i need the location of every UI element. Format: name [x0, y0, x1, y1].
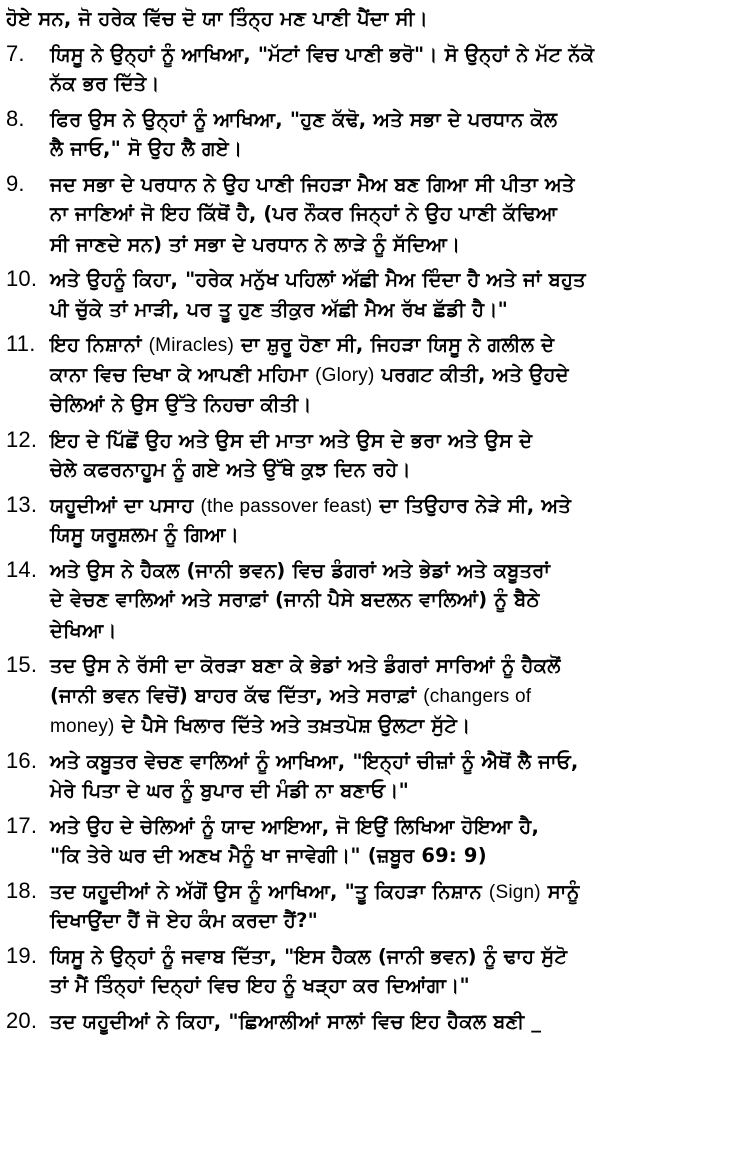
verse-number: 20.: [6, 1007, 38, 1033]
verse-line: [6, 199, 744, 230]
verse-text: ਤਦ ਯਹੂਦੀਆਂ ਨੇ ਕਿਹਾ, "ਛਿਆਲੀਆਂ ਸਾਲਾਂ ਵਿਚ ਇਹ ਹੈਕਲ ਬਣੀ _: [50, 1009, 542, 1033]
verse-text: ਮੇਰੇ ਪਿਤਾ ਦੇ ਘਰ ਨੂੰ ਬੁਪਾਰ ਦੀ ਮੰਡੀ ਨਾ ਬਣਾਓ।": [50, 779, 409, 802]
verse-text: ਸਾਨੂੰ: [540, 879, 580, 903]
verse: [6, 4, 744, 35]
verse: [6, 329, 744, 421]
verse-number: 8.: [6, 105, 25, 131]
verse-number: 15.: [6, 652, 38, 677]
verse-text: ਤਦ ਉਸ ਨੇ ਰੱਸੀ ਦਾ ਕੋਰੜਾ ਬਣਾ ਕੇ ਭੇਡਾਂ ਅਤੇ ਡੰਗਰਾਂ ਸਾਰਿਆਂ ਨੂੰ ਹੈਕਲੋਂ: [50, 654, 561, 677]
verse: [6, 746, 744, 807]
verse-text: ਦਾ ਸ਼ੁਰੂ ਹੋਣਾ ਸੀ, ਜਿਹੜਾ ਯਿਸੂ ਨੇ ਗਲੀਲ ਦੇ: [234, 333, 555, 356]
verse-line: [6, 681, 744, 712]
verse-text: ਦਾ ਤਿਉਹਾਰ ਨੇੜੇ ਸੀ, ਅਤੇ: [372, 493, 572, 517]
verse-text: "ਕਿ ਤੇਰੇ ਘਰ ਦੀ ਅਣਖ ਮੈਨੂੰ ਖਾ ਜਾਵੇਗੀ।" (ਜ਼ਬੂਰ 69: 9): [50, 844, 487, 867]
verse-line: [6, 104, 744, 135]
verse-number: 16.: [6, 747, 38, 773]
verse-text: (ਜਾਨੀ ਭਵਨ ਵਿਚੋਂ) ਬਾਹਰ ਕੱਢ ਦਿੱਤਾ, ਅਤੇ ਸਰਾਫ਼ਾਂ: [50, 683, 424, 707]
verse: [6, 941, 744, 1002]
verse: [6, 490, 744, 551]
verse-line: [6, 650, 744, 681]
verse: [6, 876, 744, 937]
verse-line: [6, 841, 744, 872]
verse-line: [6, 941, 744, 972]
verse-text: ਫਿਰ ਉਸ ਨੇ ਉਨ੍ਹਾਂ ਨੂੰ ਆਖਿਆ, "ਹੁਣ ਕੱਢੋ, ਅਤੇ ਸਭਾ ਦੇ ਪਰਧਾਨ ਕੋਲ: [50, 107, 558, 131]
english-gloss: (Miracles): [148, 335, 235, 356]
verse-text: ਦਿਖਾਉਂਦਾ ਹੈਂ ਜੋ ਏਹ ਕੰਮ ਕਰਦਾ ਹੈਂ?": [50, 909, 318, 932]
verse: [6, 650, 744, 742]
verse-text: ਯਹੂਦੀਆਂ ਦਾ ਪਸਾਹ: [50, 493, 201, 517]
verse-text: ਦੇ ਵੇਚਣ ਵਾਲਿਆਂ ਅਤੇ ਸਰਾਫ਼ਾਂ (ਜਾਨੀ ਪੈਸੇ ਬਦਲਨ ਵਾਲਿਆਂ) ਨੂੰ ਬੈਠੇ: [50, 588, 540, 611]
verse: [6, 811, 744, 872]
verse-text: ਅਤੇ ਕਬੂਤਰ ਵੇਚਣ ਵਾਲਿਆਂ ਨੂੰ ਆਖਿਆ, "ਇਨ੍ਹਾਂ ਚੀਜ਼ਾਂ ਨੂੰ ਐਥੋਂ ਲੈ ਜਾਓ,: [50, 749, 579, 773]
verse-text: ਕਾਨਾ ਵਿਚ ਦਿਖਾ ਕੇ ਆਪਣੀ ਮਹਿਮਾ: [50, 362, 316, 386]
verse-text: ਯਿਸੂ ਨੇ ਉਨ੍ਹਾਂ ਨੂੰ ਆਖਿਆ, "ਮੱਟਾਂ ਵਿਚ ਪਾਣੀ ਭਰੋ"। ਸੋ ਉਨ੍ਹਾਂ ਨੇ ਮੱਟ ਨੱਕੋ: [50, 42, 595, 66]
verse-text: ਯਿਸੂ ਯਰੂਸ਼ਲਮ ਨੂੰ ਗਿਆ।: [50, 523, 240, 546]
verse-list: [6, 4, 744, 1036]
verse-text: ਯਿਸੂ ਨੇ ਉਨ੍ਹਾਂ ਨੂੰ ਜਵਾਬ ਦਿੱਤਾ, "ਇਸ ਹੈਕਲ (ਜਾਨੀ ਭਵਨ) ਨੂੰ ਢਾਹ ਸੁੱਟੋ: [50, 944, 568, 968]
verse-line: [6, 1006, 744, 1037]
verse-line: [6, 390, 744, 421]
english-gloss: money): [50, 716, 115, 737]
verse-line: [6, 811, 744, 842]
verse: [6, 555, 744, 647]
verse: [6, 425, 744, 486]
verse-number: 18.: [6, 877, 38, 903]
verse-line: [6, 555, 744, 586]
verse-number: 7.: [6, 40, 25, 66]
verse-text: ਨਾ ਜਾਣਿਆਂ ਜੋ ਇਹ ਕਿੱਥੋਂ ਹੈ, (ਪਰ ਨੌਕਰ ਜਿਨ੍ਹਾਂ ਨੇ ਉਹ ਪਾਣੀ ਕੱਢਿਆ: [50, 202, 558, 225]
verse-line: [6, 4, 744, 35]
verse-text: ਅਤੇ ਉਸ ਨੇ ਹੈਕਲ (ਜਾਨੀ ਭਵਨ) ਵਿਚ ਡੰਗਰਾਂ ਅਤੇ ਭੇਡਾਂ ਅਤੇ ਕਬੂਤਰਾਂ: [50, 558, 551, 582]
verse-text: ਅਤੇ ਉਹਨੂੰ ਕਿਹਾ, "ਹਰੇਕ ਮਨੁੱਖ ਪਹਿਲਾਂ ਅੱਛੀ ਮੈਅ ਦਿੰਦਾ ਹੈ ਅਤੇ ਜਾਂ ਬਹੁਤ: [50, 268, 586, 291]
verse-text: ਇਹ ਨਿਸ਼ਾਨਾਂ: [50, 333, 149, 356]
english-gloss: (the passover feast): [200, 495, 373, 517]
verse-line: [6, 585, 744, 616]
verse-line: [6, 776, 744, 807]
verse-line: [6, 329, 744, 360]
verse-text: ਅਤੇ ਉਹ ਦੇ ਚੇਲਿਆਂ ਨੂੰ ਯਾਦ ਆਇਆ, ਜੋ ਇਉਂ ਲਿਖਿਆ ਹੋਇਆ ਹੈ,: [50, 814, 540, 838]
verse-number: 17.: [6, 812, 38, 838]
english-gloss: (changers of: [423, 685, 532, 707]
verse-number: 14.: [6, 556, 38, 582]
verse: [6, 104, 744, 165]
verse-line: [6, 520, 744, 551]
verse-text: ਜਦ ਸਭਾ ਦੇ ਪਰਧਾਨ ਨੇ ਉਹ ਪਾਣੀ ਜਿਹੜਾ ਮੈਅ ਬਣ ਗਿਆ ਸੀ ਪੀਤਾ ਅਤੇ: [50, 172, 575, 196]
verse-line: [6, 746, 744, 777]
verse-line: [6, 711, 744, 742]
verse-line: [6, 616, 744, 647]
verse-text: ਤਾਂ ਮੈਂ ਤਿੰਨ੍ਹਾਂ ਦਿਨ੍ਹਾਂ ਵਿਚ ਇਹ ਨੂੰ ਖੜ੍ਹਾ ਕਰ ਦਿਆਂਗਾ।": [50, 974, 470, 997]
verse-line: [6, 425, 744, 456]
verse-text: ਚੇਲੇ ਕਫਰਨਾਹੂਮ ਨੂੰ ਗਏ ਅਤੇ ਉੱਥੇ ਕੁਝ ਦਿਨ ਰਹੇ।: [50, 458, 411, 481]
verse-line: [6, 264, 744, 295]
verse-text: ਚੇਲਿਆਂ ਨੇ ਉਸ ਉੱਤੇ ਨਿਹਚਾ ਕੀਤੀ।: [50, 393, 312, 416]
verse-text: ਲੈ ਜਾਓ," ਸੋ ਉਹ ਲੈ ਗਏ।: [50, 137, 243, 160]
verse-line: [6, 230, 744, 261]
verse-text: ਪੀ ਚੁੱਕੇ ਤਾਂ ਮਾੜੀ, ਪਰ ਤੂ ਹੁਣ ਤੀਕੁਰ ਅੱਛੀ ਮੈਅ ਰੱਖ ਛੱਡੀ ਹੈ।": [50, 297, 509, 321]
verse-text: ਨੱਕ ਭਰ ਦਿੱਤੇ।: [50, 72, 160, 95]
verse-number: 12.: [6, 426, 38, 452]
verse-line: [6, 134, 744, 165]
verse: [6, 1006, 744, 1037]
verse-line: [6, 490, 744, 521]
verse-number: 9.: [6, 170, 25, 196]
verse-line: [6, 876, 744, 907]
verse-line: [6, 69, 744, 100]
verse-number: 10.: [6, 266, 38, 291]
verse-text: ਦੇਖਿਆ।: [50, 618, 117, 642]
verse: [6, 39, 744, 100]
verse: [6, 264, 744, 325]
verse-line: [6, 169, 744, 200]
english-gloss: (Glory): [315, 364, 375, 386]
verse-text: ਸੀ ਜਾਣਦੇ ਸਨ) ਤਾਂ ਸਭਾ ਦੇ ਪਰਧਾਨ ਨੇ ਲਾੜੇ ਨੂੰ ਸੱਦਿਆ।: [50, 232, 461, 256]
verse-line: [6, 971, 744, 1002]
verse-text: ਪਰਗਟ ਕੀਤੀ, ਅਤੇ ਉਹਦੇ: [374, 362, 569, 386]
verse-text: ਦੇ ਪੈਸੇ ਖਿਲਾਰ ਦਿੱਤੇ ਅਤੇ ਤਖ਼ਤਪੋਸ਼ ਉਲਟਾ ਸੁੱਟੇ।: [114, 714, 471, 737]
verse-line: [6, 455, 744, 486]
verse: [6, 169, 744, 261]
verse-number: 13.: [6, 491, 38, 517]
verse-text: ਹੋਏ ਸਨ, ਜੋ ਹਰੇਕ ਵਿੱਚ ਦੋ ਯਾ ਤਿੰਨ੍ਹ ਮਣ ਪਾਣੀ ਪੈਂਦਾ ਸੀ।: [6, 7, 428, 30]
verse-number: 19.: [6, 942, 38, 968]
verse-line: [6, 39, 744, 70]
verse-number: 11.: [6, 331, 36, 356]
verse-line: [6, 360, 744, 391]
verse-text: ਇਹ ਦੇ ਪਿੱਛੋਂ ਉਹ ਅਤੇ ਉਸ ਦੀ ਮਾਤਾ ਅਤੇ ਉਸ ਦੇ ਭਰਾ ਅਤੇ ਉਸ ਦੇ: [50, 428, 533, 452]
verse-line: [6, 295, 744, 326]
english-gloss: (Sign): [488, 881, 541, 903]
verse-text: ਤਦ ਯਹੂਦੀਆਂ ਨੇ ਅੱਗੋਂ ਉਸ ਨੂੰ ਆਖਿਆ, "ਤੂ ਕਿਹੜਾ ਨਿਸ਼ਾਨ: [50, 879, 489, 903]
verse-line: [6, 906, 744, 937]
